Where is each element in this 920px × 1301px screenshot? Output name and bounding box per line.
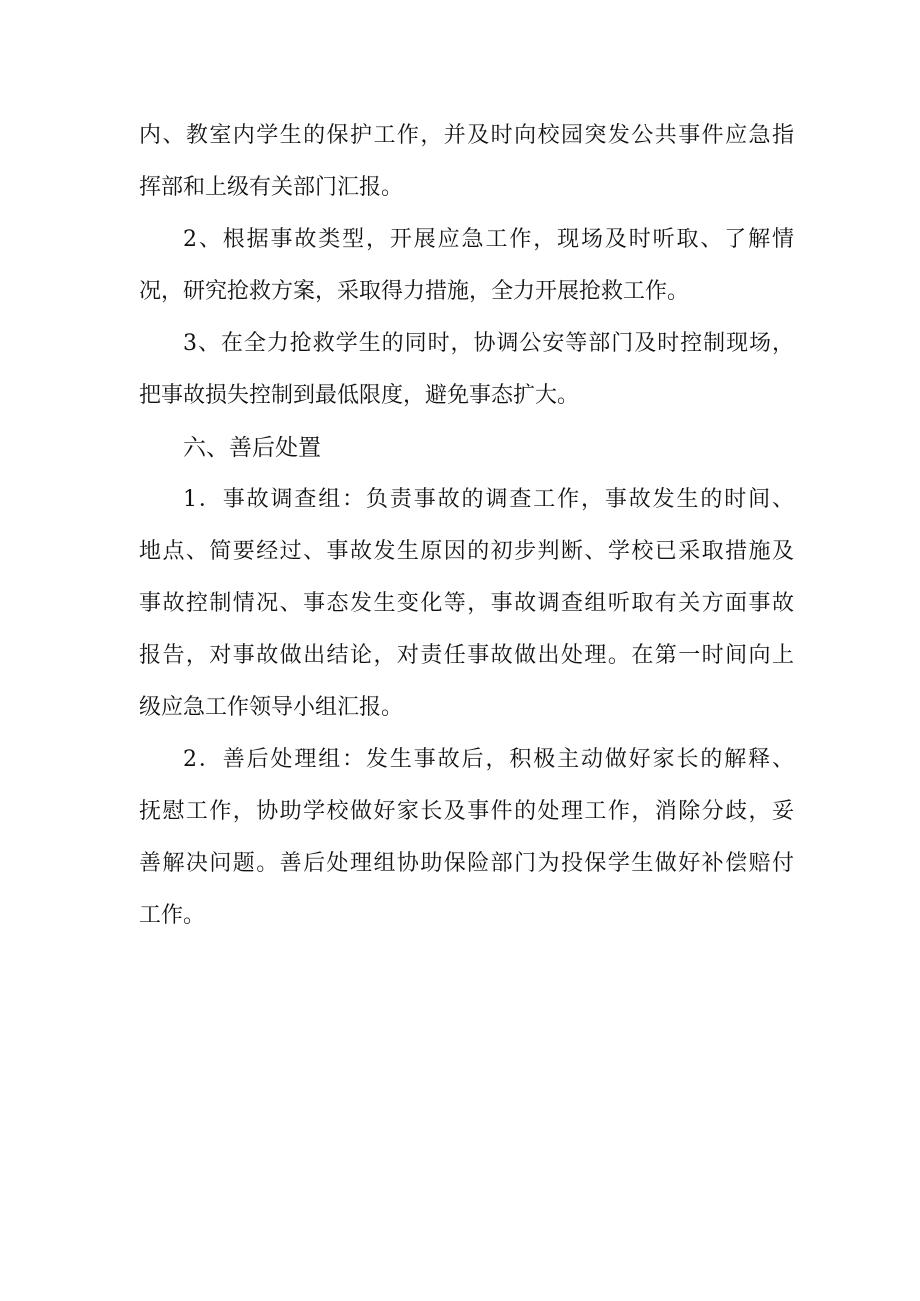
aftermath-paragraph xyxy=(139,734,794,942)
paragraph-line: 1．事故调查组：负责事故的调查工作，事故发生的时间、 xyxy=(183,487,794,512)
paragraph-line: 抚慰工作，协助学校做好家长及事件的处理工作，消除分歧，妥 xyxy=(139,799,794,824)
paragraph-line: 2．善后处理组：发生事故后，积极主动做好家长的解释、 xyxy=(183,747,794,772)
item-3-paragraph xyxy=(139,318,794,422)
paragraph-line: 善解决问题。善后处理组协助保险部门为投保学生做好补偿赔付 xyxy=(139,851,794,876)
section-heading: 六、善后处置 xyxy=(183,435,321,461)
paragraph-line: 挥部和上级有关部门汇报。 xyxy=(139,175,404,200)
paragraph-line: 内、教室内学生的保护工作，并及时向校园突发公共事件应急指 xyxy=(139,123,794,148)
paragraph-line: 况，研究抢救方案，采取得力措施，全力开展抢救工作。 xyxy=(139,279,690,304)
paragraph-line: 报告，对事故做出结论，对责任事故做出处理。在第一时间向上 xyxy=(139,643,794,668)
continuation-paragraph xyxy=(139,110,794,214)
paragraph-line: 事故控制情况、事态发生变化等，事故调查组听取有关方面事故 xyxy=(139,591,794,616)
paragraph-line: 工作。 xyxy=(139,903,206,928)
paragraph-line: 把事故损失控制到最低限度，避免事态扩大。 xyxy=(139,383,580,408)
document-body xyxy=(139,110,794,942)
paragraph-line: 地点、简要经过、事故发生原因的初步判断、学校已采取措施及 xyxy=(139,539,794,564)
investigation-paragraph xyxy=(139,474,794,734)
paragraph-line: 3、在全力抢救学生的同时，协调公安等部门及时控制现场， xyxy=(183,331,794,356)
item-2-paragraph xyxy=(139,214,794,318)
paragraph-line: 级应急工作领导小组汇报。 xyxy=(139,695,404,720)
paragraph-line: 2、根据事故类型，开展应急工作，现场及时听取、了解情 xyxy=(183,227,794,252)
